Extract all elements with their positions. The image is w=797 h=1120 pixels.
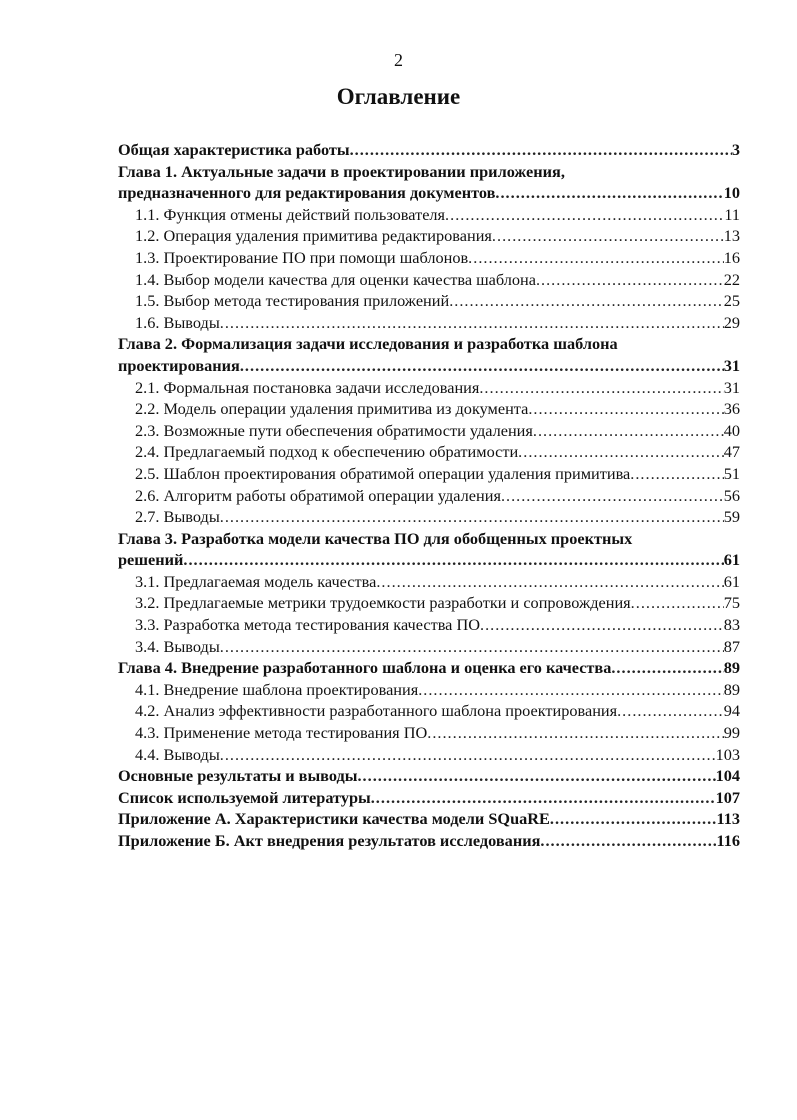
toc-entry [118, 485, 740, 507]
toc-entry-label: Общая характеристика работы [118, 140, 350, 159]
toc-leader-dots [350, 139, 732, 161]
toc-entry-page: 89 [723, 679, 740, 699]
toc-entry-label: решений [118, 550, 184, 570]
toc-entry-page: 3 [731, 140, 740, 159]
toc-leader-dots [220, 636, 724, 658]
toc-entry-label: 4.2. Анализ эффективности разработанного шаблона проектирования [135, 701, 618, 721]
toc-entry-label: 2.7. Выводы [135, 507, 220, 527]
toc-entry-page: 47 [723, 442, 740, 462]
toc-entry-label: 3.4. Выводы [135, 636, 220, 656]
toc-leader-dots [528, 398, 723, 420]
toc-entry [118, 830, 740, 852]
toc-entry-page: 61 [723, 571, 740, 591]
toc-entry [118, 333, 740, 355]
toc-leader-dots [445, 204, 724, 226]
toc-entry-page: 13 [723, 226, 740, 246]
toc-entry-label: 2.1. Формальная постановка задачи исследования [135, 377, 480, 397]
toc-leader-dots [518, 441, 724, 463]
toc-leader-dots [533, 420, 724, 442]
toc-leader-dots [220, 312, 724, 334]
toc-entry-label: Глава 1. Актуальные задачи в проектировании приложения, [118, 161, 565, 181]
toc-leader-dots [617, 700, 724, 722]
toc-entry-page: 36 [723, 399, 740, 419]
toc-entry-page: 10 [723, 183, 740, 203]
toc-entry-label: 4.4. Выводы [135, 744, 220, 764]
toc-entry [118, 182, 740, 204]
toc-entry [118, 247, 740, 269]
toc-entry-page: 16 [723, 247, 740, 267]
toc-entry-page: 94 [723, 701, 740, 721]
toc-leader-dots [492, 225, 724, 247]
toc-entry [118, 549, 740, 571]
toc-entry [118, 441, 740, 463]
toc-entry-page: 75 [723, 593, 740, 613]
toc-entry [118, 679, 740, 701]
toc-leader-dots [183, 549, 723, 571]
toc-entry [118, 636, 740, 658]
toc-entry-label: 1.6. Выводы [135, 312, 220, 332]
toc-entry-label: 2.6. Алгоритм работы обратимой операции удаления [135, 485, 501, 505]
toc-entry [118, 506, 740, 528]
toc-leader-dots [540, 830, 716, 852]
toc-leader-dots [240, 355, 724, 377]
toc-entry-page: 83 [723, 615, 740, 635]
page-number: 2 [394, 50, 403, 70]
toc-entry [118, 398, 740, 420]
toc-entry-page: 116 [716, 831, 740, 850]
toc-entry-page: 107 [715, 787, 740, 807]
toc-leader-dots [536, 269, 724, 291]
toc-entry-page: 87 [723, 636, 740, 656]
toc-entry [118, 463, 740, 485]
toc-entry-page: 29 [723, 312, 740, 332]
toc-leader-dots [480, 614, 724, 636]
toc-leader-dots [501, 485, 724, 507]
toc-entry-label: 3.3. Разработка метода тестирования качества ПО [135, 615, 480, 635]
toc-entry [118, 139, 740, 161]
toc-entry-page: 31 [723, 355, 740, 375]
toc-entry [118, 722, 740, 744]
toc-leader-dots [479, 377, 723, 399]
toc-leader-dots [371, 787, 716, 809]
toc-entry-label: 1.5. Выбор метода тестирования приложений [135, 291, 450, 311]
toc-entry [118, 161, 740, 183]
toc-entry-label: Основные результаты и выводы [118, 766, 358, 786]
toc-entry-label: 4.1. Внедрение шаблона проектирования [135, 679, 419, 699]
toc-entry-label: проектирования [118, 355, 240, 375]
toc-entry-page: 22 [723, 269, 740, 289]
toc-entry-page: 11 [724, 204, 740, 224]
toc-entry-label: 3.1. Предлагаемая модель качества [135, 571, 377, 591]
toc-entry-page: 99 [723, 723, 740, 743]
toc-entry-label: 2.4. Предлагаемый подход к обеспечению обратимости [135, 442, 519, 462]
toc-entry-page: 56 [723, 485, 740, 505]
toc-entry-page: 113 [716, 809, 740, 829]
toc-entry-label: 4.3. Применение метода тестирования ПО [135, 723, 428, 743]
toc-entry [118, 420, 740, 442]
toc-leader-dots [495, 182, 723, 204]
toc-entry-label: 1.3. Проектирование ПО при помощи шаблонов [135, 247, 469, 267]
toc-entry-page: 40 [723, 420, 740, 440]
toc-leader-dots [427, 722, 723, 744]
toc-entry-label: предназначенного для редактирования документов [118, 183, 496, 203]
toc-entry [118, 614, 740, 636]
toc-entry [118, 744, 740, 766]
toc-entry [118, 225, 740, 247]
toc-entry [118, 592, 740, 614]
toc-entry [118, 571, 740, 593]
toc-entry-label: Глава 4. Внедрение разработанного шаблона и оценка его качества [118, 658, 612, 678]
toc-entry-page: 31 [723, 377, 740, 397]
toc-entry-page: 51 [723, 463, 740, 483]
toc-leader-dots [631, 592, 724, 614]
toc-entry [118, 787, 740, 809]
toc-entry-label: 1.4. Выбор модели качества для оценки качества шаблона [135, 269, 536, 289]
toc-entry [118, 355, 740, 377]
page-title: Оглавление [336, 84, 461, 109]
toc-leader-dots [220, 506, 724, 528]
toc-entry-page: 61 [723, 550, 740, 570]
toc-entry [118, 528, 740, 550]
toc-entry [118, 269, 740, 291]
toc-entry [118, 657, 740, 679]
toc-leader-dots [376, 571, 723, 593]
toc-entry-page: 103 [715, 744, 740, 764]
toc-entry [118, 377, 740, 399]
toc-entry [118, 700, 740, 722]
toc-leader-dots [357, 765, 715, 787]
toc-leader-dots [449, 290, 724, 312]
toc-entry-label: Глава 2. Формализация задачи исследования и разработка шаблона [118, 334, 618, 354]
toc-entry [118, 808, 740, 830]
toc-entry-label: Приложение А. Характеристики качества модели SQuaRE [118, 809, 550, 829]
toc-leader-dots [630, 463, 723, 485]
toc-entry-page: 59 [723, 507, 740, 527]
toc-entry [118, 204, 740, 226]
toc-entry-label: 1.1. Функция отмены действий пользователя [135, 204, 446, 224]
toc-entry-label: Глава 3. Разработка модели качества ПО для обобщенных проектных [118, 528, 633, 548]
table-of-contents [118, 139, 740, 852]
toc-entry-label: 2.2. Модель операции удаления примитива из документа [135, 399, 529, 419]
toc-entry-label: 2.5. Шаблон проектирования обратимой операции удаления примитива [135, 463, 631, 483]
toc-entry-page: 25 [723, 291, 740, 311]
toc-entry-label: 2.3. Возможные пути обеспечения обратимости удаления [135, 420, 533, 440]
toc-entry [118, 312, 740, 334]
toc-entry-page: 89 [723, 658, 740, 678]
toc-entry-label: Приложение Б. Акт внедрения результатов исследования [118, 831, 541, 850]
toc-entry-page: 104 [715, 766, 740, 786]
toc-leader-dots [550, 808, 717, 830]
toc-leader-dots [468, 247, 724, 269]
toc-leader-dots [611, 657, 723, 679]
toc-entry-label: Список используемой литературы [118, 787, 371, 807]
toc-entry-label: 3.2. Предлагаемые метрики трудоемкости разработки и сопровождения [135, 593, 631, 613]
toc-leader-dots [418, 679, 724, 701]
toc-entry [118, 765, 740, 787]
toc-leader-dots [220, 744, 716, 766]
toc-entry-label: 1.2. Операция удаления примитива редактирования [135, 226, 492, 246]
toc-entry [118, 290, 740, 312]
